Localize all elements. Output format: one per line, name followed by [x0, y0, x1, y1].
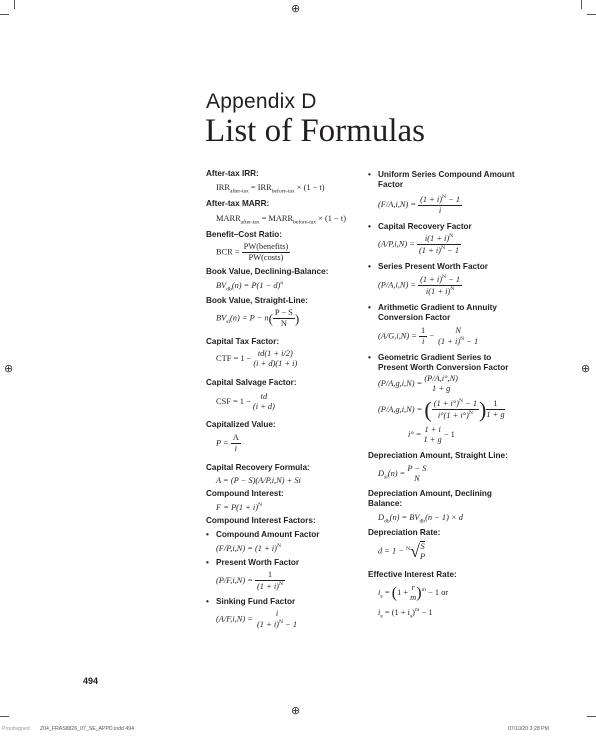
caf-label: • Compound Amount Factor	[206, 529, 320, 539]
uscaf-formula: (F/A,i,N) = $\frac{(1 + i)^N - 1}{i}$	[378, 193, 461, 215]
bv-straight-section	[206, 296, 366, 329]
crop-mark	[0, 14, 9, 15]
capitalized-section	[206, 420, 366, 454]
ggspwf-formula-3: i° = 1 + i 1 + g − 1	[408, 424, 455, 444]
agacf-formula: (A/G,i,N) = $\frac{1}{i}$ − N $(1 + i)^N - 1$	[378, 325, 479, 346]
dep-sl-section	[368, 451, 528, 484]
ggspwf-formula-1: (P/A,g,i,N) = (P/A,i°,N) 1 + g	[378, 374, 458, 394]
csf-formula: CSF = 1 − td (i + d)	[216, 392, 275, 412]
bv-declining-section	[206, 267, 366, 293]
spwf-formula: (P/A,i,N) = $\frac{(1 + i)^N - 1}{i(1 + i)^N}$	[378, 274, 461, 296]
dep-db-formula: $D_{db}(n) = BV_{db}(n - 1) \times d$	[378, 512, 463, 525]
crf-label: • Capital Recovery Factor	[368, 221, 472, 231]
dep-db-heading: Depreciation Amount, Declining Balance:	[368, 489, 492, 508]
bcr-section	[206, 230, 366, 263]
crf-factor-formula: (A/P,i,N) = $\frac{i(1 + i)^N}{(1 + i)^N - 1}$	[378, 233, 460, 256]
sff-formula: (A/F,i,N) = i $(1 + i)^N - 1$	[216, 609, 298, 630]
eff-rate-formula-1: $i_e = (1$ + r m )$^m$ − 1 or	[378, 583, 449, 603]
pwf-formula: (P/F,i,N) = $\frac{1}{(1 + i)^N}$	[216, 569, 283, 591]
registration-mark-left: ⊕	[4, 362, 14, 375]
registration-mark-right: ⊕	[581, 362, 591, 375]
after-tax-irr-heading: After-tax IRR:	[206, 169, 259, 178]
after-tax-marr-heading: After-tax MARR:	[206, 199, 270, 209]
dep-rate-heading: Depreciation Rate:	[368, 528, 441, 538]
capitalized-formula: P = $\frac{A}{i}$	[216, 433, 239, 454]
dep-db-section	[368, 489, 528, 525]
footer-proof-label: Proofsigned	[2, 726, 30, 732]
bv-straight-heading: Book Value, Straight-Line:	[206, 296, 308, 306]
bv-declining-heading: Book Value, Declining-Balance:	[206, 267, 329, 277]
compound-interest-formula: $F = P(1 + i)^N$	[216, 502, 263, 513]
crop-mark	[587, 14, 596, 15]
dep-rate-section	[368, 528, 528, 562]
bv-straight-formula: $BV_{sl}(n) = P - n$( $\frac{P - S}{N}$ )	[216, 308, 300, 329]
sff-label: • Sinking Fund Factor	[206, 597, 296, 607]
crf-formula: A = (P − S)(A/P,i,N) + Si	[216, 476, 301, 486]
ctf-formula: CTF = 1 − td(1 + i/2) (i + d)(1 + i)	[216, 349, 298, 369]
csf-heading: Capital Salvage Factor:	[206, 378, 297, 388]
left-column	[206, 169, 366, 630]
pwf-label: • Present Worth Factor	[206, 557, 300, 567]
crop-mark	[581, 0, 582, 9]
caf-formula: $(F/P,i,N) = (1 + i)^N$	[216, 542, 281, 553]
ctf-section	[206, 337, 366, 369]
ggspwf-label: • Geometric Gradient Series to Present Worth Conversion Factor	[368, 352, 509, 372]
bv-declining-formula: $BV_{db}(n) = P(1 - d)^n$	[216, 280, 284, 293]
csf-section	[206, 378, 366, 412]
dep-sl-formula: $D_{sl}(n)$ = P − S N	[378, 463, 427, 483]
after-tax-marr-section	[206, 199, 366, 226]
crf-formula-heading: Capital Recovery Formula:	[206, 463, 310, 473]
compound-interest-heading: Compound Interest:	[206, 489, 284, 499]
appendix-label: Appendix D	[206, 90, 317, 113]
dep-rate-formula: d = 1 − $^N$√ S P	[378, 540, 426, 562]
eff-rate-section	[368, 570, 528, 620]
footer-file-name: Z04_FRAS8826_07_SE_APPD.indd 494	[40, 726, 135, 732]
after-tax-irr-formula: $IRR_{after-tax} = IRR_{before-tax} \times (1 - t)$	[216, 182, 325, 195]
page-title: List of Formulas	[205, 113, 425, 149]
crop-mark	[0, 716, 9, 717]
dep-sl-heading: Depreciation Amount, Straight Line:	[368, 451, 508, 461]
registration-mark-bottom: ⊕	[291, 704, 301, 717]
registration-mark-top: ⊕	[291, 2, 301, 15]
crop-mark	[14, 0, 15, 9]
crf-formula-section	[206, 463, 366, 486]
compound-interest-section	[206, 489, 366, 513]
footer-date: 07/10/20 3:28 PM	[508, 726, 549, 732]
bcr-heading: Benefit–Cost Ratio:	[206, 230, 282, 240]
capitalized-heading: Capitalized Value:	[206, 420, 276, 430]
agacf-label: • Arithmetic Gradient to Annuity Conversion Factor	[368, 302, 497, 322]
ctf-heading: Capital Tax Factor:	[206, 337, 280, 347]
uscaf-label: • Uniform Series Compound Amount Factor	[368, 170, 515, 189]
eff-rate-heading: Effective Interest Rate:	[368, 569, 457, 579]
ci-factors-heading: Compound Interest Factors:	[206, 516, 316, 526]
after-tax-marr-formula: $MARR_{after-tax}$ = $MARR_{before-tax} \times (1 - t)$	[216, 214, 346, 226]
ci-factors-section	[206, 516, 366, 630]
spwf-label: • Series Present Worth Factor	[368, 262, 488, 272]
ggspwf-formula-2: (P/A,g,i,N) = ( $\frac{(1 + i^\circ)^N - 1}{i^\circ(1 + i^\circ)^N}$ ) $\frac{1}{1 + g}$	[378, 396, 505, 422]
bcr-formula: BCR = $\frac{\text{PW(benefits)}}{\text{PW(costs)}}$	[216, 242, 289, 263]
page-number: 494	[83, 676, 99, 686]
crop-mark	[587, 716, 596, 717]
after-tax-irr-section	[206, 169, 366, 195]
right-column	[368, 170, 528, 620]
eff-rate-formula-2: $i_e = (1 + i_s)^m - 1$	[378, 606, 433, 620]
